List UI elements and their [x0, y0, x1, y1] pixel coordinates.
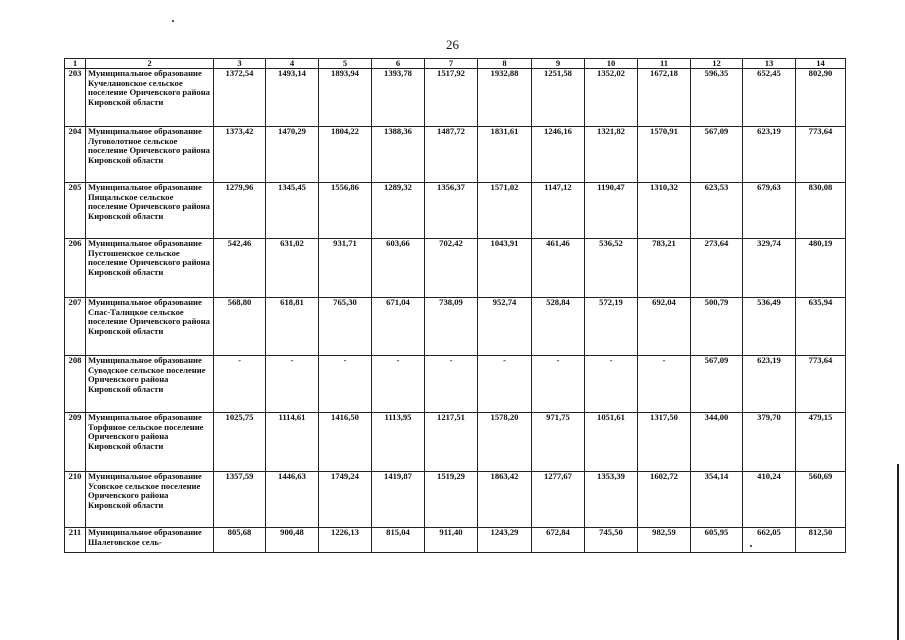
value-cell: 542,46 [214, 239, 266, 298]
row-number: 207 [65, 298, 86, 356]
value-cell: 1353,39 [585, 472, 638, 528]
value-cell: 605,95 [691, 528, 743, 553]
value-cell: 1356,37 [425, 183, 478, 239]
value-cell: 652,45 [743, 69, 796, 127]
table-row [65, 413, 846, 472]
municipality-name: Муниципальное образование Торфяное сельское поселение Оричевского района Кировской области [86, 413, 214, 472]
value-cell: - [319, 356, 372, 413]
value-cell: 1279,96 [214, 183, 266, 239]
value-cell: 1893,94 [319, 69, 372, 127]
value-cell: 1243,29 [478, 528, 532, 553]
column-header: 11 [638, 59, 691, 69]
table-row [65, 239, 846, 298]
value-cell: 1352,02 [585, 69, 638, 127]
row-number: 204 [65, 127, 86, 183]
value-cell: 596,35 [691, 69, 743, 127]
value-cell: 603,66 [372, 239, 425, 298]
value-cell: 830,08 [796, 183, 846, 239]
value-cell: - [372, 356, 425, 413]
value-cell: 1310,32 [638, 183, 691, 239]
value-cell: 1571,02 [478, 183, 532, 239]
value-cell: 1345,45 [266, 183, 319, 239]
value-cell: 1493,14 [266, 69, 319, 127]
table-row [65, 127, 846, 183]
value-cell: 1025,75 [214, 413, 266, 472]
value-cell: 662,05 [743, 528, 796, 553]
value-cell: 461,46 [532, 239, 585, 298]
value-cell: 1570,91 [638, 127, 691, 183]
municipality-name: Муниципальное образование Спас-Талицкое сельское поселение Оричевского района Кировской области [86, 298, 214, 356]
value-cell: 1749,24 [319, 472, 372, 528]
value-cell: 1416,50 [319, 413, 372, 472]
value-cell: 1277,67 [532, 472, 585, 528]
table-row [65, 69, 846, 127]
value-cell: 1602,72 [638, 472, 691, 528]
value-cell: - [532, 356, 585, 413]
row-number: 203 [65, 69, 86, 127]
value-cell: 1487,72 [425, 127, 478, 183]
value-cell: 773,64 [796, 356, 846, 413]
value-cell: 572,19 [585, 298, 638, 356]
value-cell: 1251,58 [532, 69, 585, 127]
value-cell: 568,80 [214, 298, 266, 356]
column-header: 12 [691, 59, 743, 69]
value-cell: 1373,42 [214, 127, 266, 183]
column-header: 1 [65, 59, 86, 69]
value-cell: 631,02 [266, 239, 319, 298]
municipality-name: Муниципальное образование Кучелановское сельское поселение Оричевского района Кировской области [86, 69, 214, 127]
value-cell: 536,49 [743, 298, 796, 356]
municipality-name: Муниципальное образование Пищальское сельское поселение Оричевского района Кировской области [86, 183, 214, 239]
value-cell: 1556,86 [319, 183, 372, 239]
column-header: 9 [532, 59, 585, 69]
column-header: 5 [319, 59, 372, 69]
table-row [65, 528, 846, 553]
value-cell: 692,04 [638, 298, 691, 356]
value-cell: 783,21 [638, 239, 691, 298]
row-number: 211 [65, 528, 86, 553]
value-cell: 273,64 [691, 239, 743, 298]
value-cell: 1578,20 [478, 413, 532, 472]
value-cell: 702,42 [425, 239, 478, 298]
value-cell: 1932,88 [478, 69, 532, 127]
scan-speck-top [172, 20, 174, 22]
value-cell: 738,09 [425, 298, 478, 356]
value-cell: 1388,36 [372, 127, 425, 183]
value-cell: 560,69 [796, 472, 846, 528]
value-cell: 379,70 [743, 413, 796, 472]
value-cell: 410,24 [743, 472, 796, 528]
column-header: 6 [372, 59, 425, 69]
row-number: 210 [65, 472, 86, 528]
value-cell: 931,71 [319, 239, 372, 298]
value-cell: 773,64 [796, 127, 846, 183]
value-cell: 815,04 [372, 528, 425, 553]
value-cell: 672,84 [532, 528, 585, 553]
value-cell: 344,00 [691, 413, 743, 472]
value-cell: 1226,13 [319, 528, 372, 553]
value-cell: 623,53 [691, 183, 743, 239]
value-cell: - [425, 356, 478, 413]
value-cell: 971,75 [532, 413, 585, 472]
value-cell: 802,90 [796, 69, 846, 127]
value-cell: 1043,91 [478, 239, 532, 298]
value-cell: 952,74 [478, 298, 532, 356]
column-header: 3 [214, 59, 266, 69]
value-cell: 1114,61 [266, 413, 319, 472]
value-cell: 536,52 [585, 239, 638, 298]
value-cell: 618,81 [266, 298, 319, 356]
value-cell: 679,63 [743, 183, 796, 239]
value-cell: 1217,51 [425, 413, 478, 472]
value-cell: 567,09 [691, 127, 743, 183]
value-cell: 812,50 [796, 528, 846, 553]
value-cell: 1831,61 [478, 127, 532, 183]
row-number: 209 [65, 413, 86, 472]
value-cell: - [585, 356, 638, 413]
value-cell: 1357,59 [214, 472, 266, 528]
column-header: 4 [266, 59, 319, 69]
value-cell: 480,19 [796, 239, 846, 298]
column-header: 2 [86, 59, 214, 69]
page-number: 26 [446, 37, 459, 52]
value-cell: 671,04 [372, 298, 425, 356]
value-cell: - [266, 356, 319, 413]
value-cell: 1446,63 [266, 472, 319, 528]
value-cell: 765,30 [319, 298, 372, 356]
column-header: 13 [743, 59, 796, 69]
value-cell: 1317,50 [638, 413, 691, 472]
table-row [65, 298, 846, 356]
value-cell: - [214, 356, 266, 413]
value-cell: 982,59 [638, 528, 691, 553]
column-header: 10 [585, 59, 638, 69]
value-cell: 1470,29 [266, 127, 319, 183]
value-cell: 1321,82 [585, 127, 638, 183]
value-cell: 329,74 [743, 239, 796, 298]
municipality-name: Муниципальное образование Луговолотное сельское поселение Оричевского района Кировской области [86, 127, 214, 183]
data-table [64, 58, 846, 553]
value-cell: 567,09 [691, 356, 743, 413]
value-cell: 1372,54 [214, 69, 266, 127]
municipality-name: Муниципальное образование Шалеговское сель- [86, 528, 214, 553]
value-cell: - [478, 356, 532, 413]
value-cell: 1519,29 [425, 472, 478, 528]
value-cell: 745,50 [585, 528, 638, 553]
value-cell: 1190,47 [585, 183, 638, 239]
row-number: 205 [65, 183, 86, 239]
row-number: 206 [65, 239, 86, 298]
value-cell: 1863,42 [478, 472, 532, 528]
value-cell: 1246,16 [532, 127, 585, 183]
scan-edge-rule [897, 464, 899, 640]
value-cell: 528,84 [532, 298, 585, 356]
municipality-name: Муниципальное образование Усовское сельское поселение Оричевского района Кировской области [86, 472, 214, 528]
value-cell: 1517,92 [425, 69, 478, 127]
value-cell: 900,48 [266, 528, 319, 553]
value-cell: 1051,61 [585, 413, 638, 472]
column-header: 14 [796, 59, 846, 69]
value-cell: 500,79 [691, 298, 743, 356]
row-number: 208 [65, 356, 86, 413]
value-cell: 911,40 [425, 528, 478, 553]
value-cell: 623,19 [743, 356, 796, 413]
value-cell: 354,14 [691, 472, 743, 528]
value-cell: 1289,32 [372, 183, 425, 239]
municipality-name: Муниципальное образование Пустошенское сельское поселение Оричевского района Кировской области [86, 239, 214, 298]
municipality-name: Муниципальное образование Суводское сельское поселение Оричевского района Кировской области [86, 356, 214, 413]
value-cell: 623,19 [743, 127, 796, 183]
value-cell: 805,68 [214, 528, 266, 553]
table-row [65, 472, 846, 528]
value-cell: 1393,78 [372, 69, 425, 127]
value-cell: 1419,87 [372, 472, 425, 528]
header-row [65, 59, 846, 69]
table-row [65, 356, 846, 413]
value-cell: 479,15 [796, 413, 846, 472]
column-header: 8 [478, 59, 532, 69]
value-cell: - [638, 356, 691, 413]
value-cell: 1147,12 [532, 183, 585, 239]
table-row [65, 183, 846, 239]
value-cell: 1113,95 [372, 413, 425, 472]
value-cell: 635,94 [796, 298, 846, 356]
column-header: 7 [425, 59, 478, 69]
value-cell: 1804,22 [319, 127, 372, 183]
value-cell: 1672,18 [638, 69, 691, 127]
